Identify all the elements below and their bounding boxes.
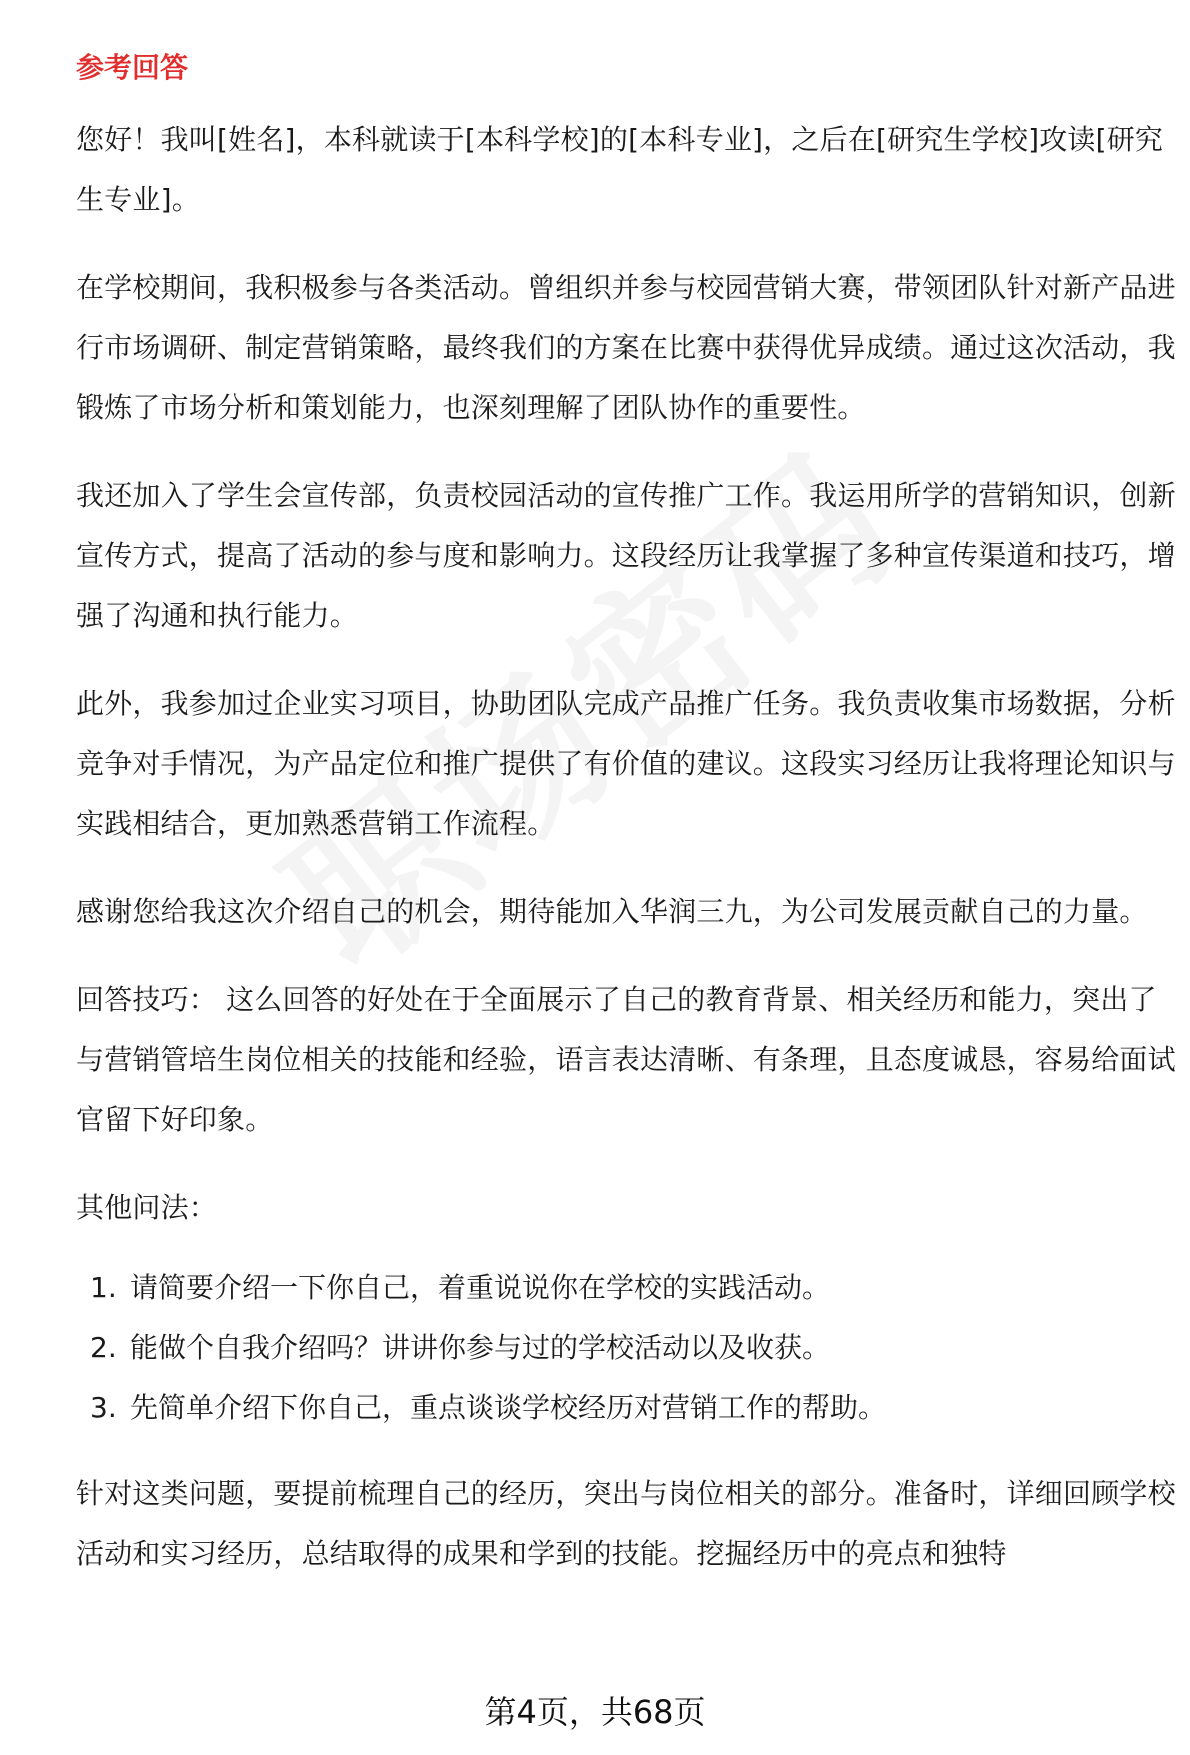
list-number: 3. — [90, 1391, 117, 1424]
paragraph-competition: 在学校期间，我积极参与各类活动。曾组织并参与校园营销大赛，带领团队针对新产品进行市场调研、制定营销策略，最终我们的方案在比赛中获得优异成绩。通过这次活动，我锻炼了市场分析和策划能力，也深刻理解了团队协作的重要性。 — [76, 271, 1176, 424]
list-number: 1. — [90, 1271, 117, 1304]
paragraph-thanks: 感谢您给我这次介绍自己的机会，期待能加入华润三九，为公司发展贡献自己的力量。 — [76, 895, 1148, 928]
list-text: 能做个自我介绍吗？讲讲你参与过的学校活动以及收获。 — [130, 1331, 831, 1364]
list-item — [90, 1318, 1176, 1378]
document-content — [76, 48, 1176, 1612]
page-number-footer: 第4页，共68页 — [484, 1693, 706, 1731]
paragraph-intro: 您好！我叫[姓名]，本科就读于[本科学校]的[本科专业]，之后在[研究生学校]攻读[研究生专业]。 — [76, 123, 1164, 216]
paragraph-closing: 针对这类问题，要提前梳理自己的经历，突出与岗位相关的部分。准备时，详细回顾学校活动和实习经历，总结取得的成果和学到的技能。挖掘经历中的亮点和独特 — [76, 1477, 1176, 1570]
answer-tips: 回答技巧： 这么回答的好处在于全面展示了自己的教育背景、相关经历和能力，突出了与营销管培生岗位相关的技能和经验，语言表达清晰、有条理，且态度诚恳，容易给面试官留下好印象。 — [76, 983, 1176, 1136]
list-text: 请简要介绍一下你自己，着重说说你在学校的实践活动。 — [130, 1271, 831, 1304]
other-questions-list — [76, 1258, 1176, 1438]
list-number: 2. — [90, 1331, 117, 1364]
section-heading: 参考回答 — [76, 51, 189, 84]
list-text: 先简单介绍下你自己，重点谈谈学校经历对营销工作的帮助。 — [130, 1391, 887, 1424]
paragraph-internship: 此外，我参加过企业实习项目，协助团队完成产品推广任务。我负责收集市场数据，分析竞争对手情况，为产品定位和推广提供了有价值的建议。这段实习经历让我将理论知识与实践相结合，更加熟悉营销工作流程。 — [76, 687, 1176, 840]
list-item — [90, 1258, 1176, 1318]
other-questions-label: 其他问法： — [76, 1191, 218, 1224]
paragraph-student-union: 我还加入了学生会宣传部，负责校园活动的宣传推广工作。我运用所学的营销知识，创新宣传方式，提高了活动的参与度和影响力。这段经历让我掌握了多种宣传渠道和技巧，增强了沟通和执行能力。 — [76, 479, 1176, 632]
list-item — [90, 1378, 1176, 1438]
